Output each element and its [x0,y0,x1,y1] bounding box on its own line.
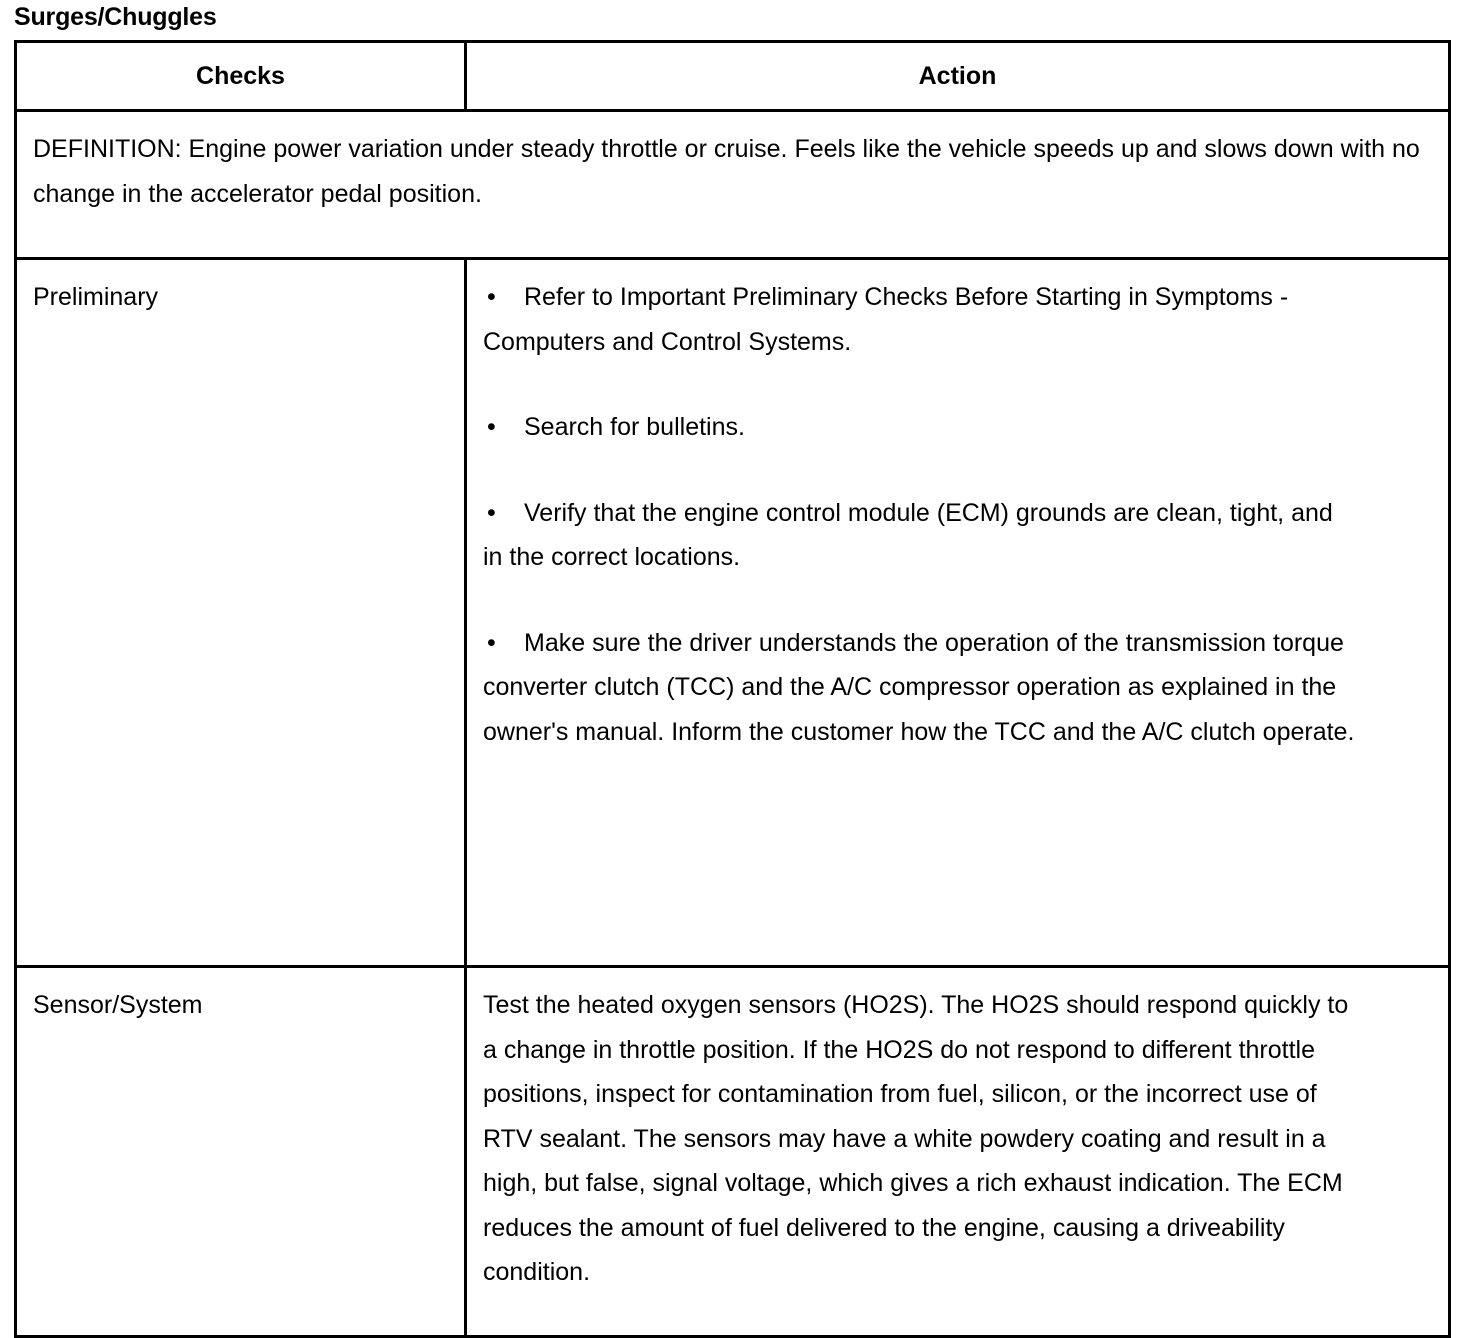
check-label-sensor-system: Sensor/System [16,967,466,1337]
action-text: Test the heated oxygen sensors (HO2S). The HO2S should respond quickly to a change in throttle position. If the HO2S do not respond to different throttle positions, inspect for contamination from fuel, silicon, or the incorrect use of RTV sealant. The sensors may have a white powdery coating and result in a high, but false, signal voltage, which gives a rich exhaust indication. The ECM reduces the amount of fuel delivered to the engine, causing a driveability condition. [483,991,1349,1286]
bullet-item [483,491,1358,580]
bullet-item [483,275,1358,364]
definition-row [16,111,1450,259]
definition-text: DEFINITION: Engine power variation under steady throttle or cruise. Feels like the vehicle speeds up and slows down with no change in the accelerator pedal position. [16,111,1450,259]
checks-column-header: Checks [16,42,466,111]
action-cell-sensor-system [466,967,1450,1337]
page-title: Surges/Chuggles [14,3,217,31]
bullet-text: Verify that the engine control module (ECM) grounds are clean, tight, and in the correct locations. [483,498,1333,571]
bullet-icon: • [487,628,496,657]
bullet-text: Refer to Important Preliminary Checks Before Starting in Symptoms - Computers and Control Systems. [483,283,1289,356]
action-column-header: Action [466,42,1450,111]
table-row [16,967,1450,1337]
diagnostic-table [14,40,1451,1338]
bullet-icon: • [487,413,496,441]
bullet-icon: • [487,498,496,527]
bullet-text: Search for bulletins. [524,413,745,441]
bullet-item [483,621,1358,755]
bullet-text: Make sure the driver understands the operation of the transmission torque converter clutch (TCC) and the A/C compressor operation as explained in the owner's manual. Inform the customer how the TCC and the A/C clutch operate. [483,628,1355,746]
table-header-row [16,42,1450,111]
table-row [16,259,1450,967]
action-cell-preliminary [466,259,1450,967]
bullet-item [483,405,1358,450]
check-label-preliminary: Preliminary [16,259,466,967]
bullet-icon: • [487,283,496,311]
